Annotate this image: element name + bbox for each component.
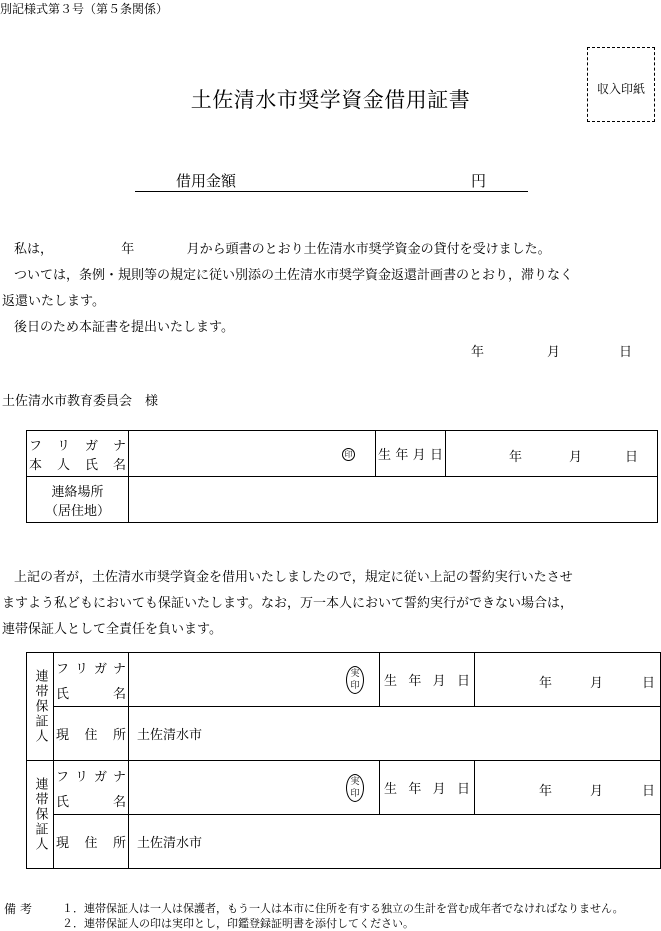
guarantor-2-birthdate-field[interactable] — [475, 761, 661, 815]
guarantor-2-name-label-cell — [54, 761, 129, 815]
note-1: １．連帯保証人は一人は保護者，もう一人は本市に住所を有する独立の生計を営む成年者でなければなりません。 — [62, 902, 624, 915]
guarantor-1-address-row — [27, 707, 661, 761]
guarantor-1-address-label-cell — [54, 707, 129, 761]
guarantor-2-address-row — [27, 815, 661, 869]
form-number: 別記様式第３号（第５条関係） — [0, 2, 169, 16]
jitsuin-seal-mark: 実印 — [346, 774, 364, 802]
body-line-1-year: 年 — [121, 242, 135, 257]
amount-label: 借用金額 — [176, 172, 237, 190]
body-line-2: ついては，条例・規則等の規定に従い別添の土佐清水市奨学資金返還計画書のとおり，滞りなく — [14, 268, 574, 283]
guarantor-2-birthdate-label: 生 年 月 日 — [384, 782, 470, 797]
guarantor-2-name-field[interactable] — [129, 761, 380, 815]
notes-label: 備考 — [4, 902, 37, 916]
seal-mark: 印 — [342, 448, 355, 461]
revenue-stamp-label: 収入印紙 — [596, 82, 645, 96]
date-day: 日 — [619, 345, 633, 360]
guarantor-table — [26, 652, 661, 869]
guarantor-1-birth-month: 月 — [590, 675, 604, 691]
borrower-name-row — [27, 431, 658, 477]
guarantor-1-vertical-label: 連帯保証人 — [32, 669, 48, 744]
guarantor-2-address-field[interactable] — [129, 815, 661, 869]
borrower-furigana-label: フ リ ガ ナ — [29, 438, 126, 454]
borrower-birthdate-label-cell — [376, 431, 446, 477]
guarantor-1-birthdate-label: 生 年 月 日 — [384, 674, 470, 689]
addressee: 土佐清水市教育委員会 様 — [2, 394, 159, 409]
body-line-3: 返還いたします。 — [2, 294, 105, 309]
guarantor-2-address-label-cell — [54, 815, 129, 869]
borrower-birthdate-field[interactable] — [446, 431, 658, 477]
borrower-contact-field[interactable] — [129, 477, 658, 523]
guarantor-1-birthdate-field[interactable] — [475, 653, 661, 707]
date-month: 月 — [547, 345, 561, 360]
guarantor-2-name-row — [27, 761, 661, 815]
guarantee-line-2: ますよう私どもにおいても保証いたします。なお，万一本人において誓約実行ができない場合は， — [2, 596, 573, 611]
guarantor-1-address-label: 現 住 所 — [56, 728, 126, 743]
guarantor-2-address-label: 現 住 所 — [56, 836, 126, 851]
guarantor-2-birthdate-label-cell — [380, 761, 475, 815]
guarantor-1-birthdate-label-cell — [380, 653, 475, 707]
guarantor-1-name-row — [27, 653, 661, 707]
guarantor-2-furigana-label: フ リ ガ ナ — [56, 769, 126, 785]
jitsuin-seal-mark: 実印 — [346, 666, 364, 694]
guarantor-2-name-label: 氏 名 — [56, 794, 126, 810]
borrower-name-field[interactable] — [129, 431, 376, 477]
body-line-4: 後日のため本証書を提出いたします。 — [14, 320, 234, 335]
guarantor-2-birth-year: 年 — [539, 783, 553, 799]
contact-label-1: 連絡場所 — [51, 484, 104, 500]
guarantor-1-name-label: 氏 名 — [56, 686, 126, 702]
guarantor-1-address-value: 土佐清水市 — [137, 728, 203, 743]
guarantor-1-address-field[interactable] — [129, 707, 661, 761]
borrower-birth-day: 日 — [625, 449, 639, 465]
amount-underline — [135, 191, 528, 192]
borrower-name-label-cell — [27, 431, 129, 477]
guarantor-1-name-field[interactable] — [129, 653, 380, 707]
body-line-1-part-1: 私は， — [14, 242, 54, 257]
guarantor-2-address-value: 土佐清水市 — [137, 836, 203, 851]
guarantee-line-3: 連帯保証人として全責任を負います。 — [2, 622, 222, 637]
borrower-birth-month: 月 — [569, 449, 583, 465]
note-2: ２．連帯保証人の印は実印とし，印鑑登録証明書を添付してください。 — [62, 917, 414, 930]
document-title: 土佐清水市奨学資金借用証書 — [190, 88, 471, 112]
guarantor-2-birth-month: 月 — [590, 783, 604, 799]
amount-unit: 円 — [471, 172, 487, 190]
borrower-name-label: 本 人 氏 名 — [29, 457, 126, 473]
guarantor-1-birth-year: 年 — [539, 675, 553, 691]
guarantor-2-vertical-label: 連帯保証人 — [32, 777, 48, 852]
date-year: 年 — [471, 345, 485, 360]
body-line-1-part-3: 月から頭書のとおり土佐清水市奨学資金の貸付を受けました。 — [186, 242, 551, 257]
guarantor-1-birth-day: 日 — [642, 675, 656, 691]
guarantor-1-vertical-label-cell — [27, 653, 54, 761]
contact-label-2: （居住地） — [44, 503, 110, 519]
borrower-birth-year: 年 — [509, 449, 523, 465]
borrower-contact-label-cell — [27, 477, 129, 523]
guarantor-1-furigana-label: フ リ ガ ナ — [56, 661, 126, 677]
borrower-birthdate-label: 生 年 月 日 — [378, 448, 443, 463]
guarantor-2-birth-day: 日 — [642, 783, 656, 799]
guarantee-line-1: 上記の者が，土佐清水市奨学資金を借用いたしましたので，規定に従い上記の誓約実行いたさせ — [14, 570, 573, 585]
revenue-stamp-box — [587, 47, 655, 122]
borrower-contact-row — [27, 477, 658, 523]
guarantor-1-name-label-cell — [54, 653, 129, 707]
borrower-table — [26, 430, 658, 523]
body-line-1 — [14, 238, 551, 257]
guarantor-2-vertical-label-cell — [27, 761, 54, 869]
